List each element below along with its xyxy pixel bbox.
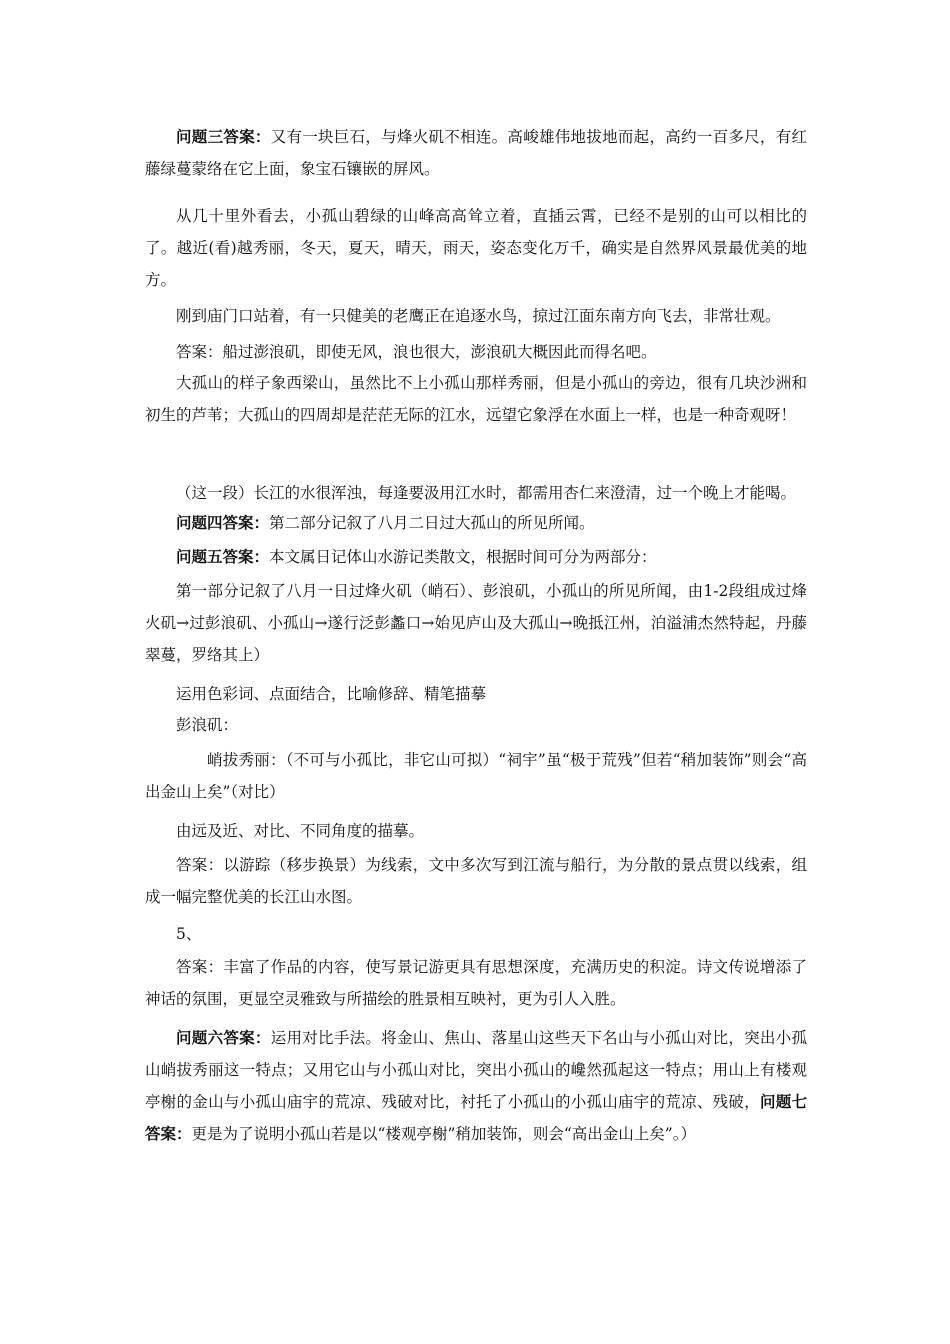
paragraph-penglang-label: 彭浪矶： [176, 716, 239, 734]
answer-5-text: 本文属日记体山水游记类散文，根据时间可分为两部分： [269, 548, 657, 566]
answer-6-text: 运用对比手法。将金山、焦山、落星山这些天下名山与小孤山对比，突出小孤山峭拔秀丽这一特点；又用它山与小孤山对比，突出小孤山的巉然孤起这一特点；用山上有楼观亭榭的金山与小孤山庙宇的荒凉、残破对比，衬托了小孤山的小孤山庙宇的荒凉、残破， [145, 1029, 807, 1111]
paragraph-enrich-answer: 答案：丰富了作品的内容，使写景记游更具有思想深度，充满历史的积淀。诗文传说增添了神话的氛围，更显空灵雅致与所描绘的胜景相互映衬，更为引人入胜。 [145, 958, 807, 1008]
paragraph-part-one: 第一部分记叙了八月一日过烽火矶（峭石）、彭浪矶，小孤山的所见所闻，由1-2段组成过烽火矶→过彭浪矶、小孤山→遂行泛彭蠡口→始见庐山及大孤山→晚抵江州，泊溢浦杰然特起，丹藤翠蔓，罗络其上） [145, 582, 807, 664]
paragraph-qiaoba: 峭拔秀丽：（不可与小孤比，非它山可拟）“祠宇”虽“极于荒残”但若“稍加装饰”则会“高出金山上矣”（对比） [145, 751, 807, 801]
paragraph-far-near: 由远及近、对比、不同角度的描摹。 [176, 822, 425, 840]
paragraph-answer-6 [145, 1022, 807, 1150]
paragraph-answer-5 [145, 541, 807, 573]
paragraph-answer-3 [145, 121, 807, 185]
paragraph-answer-4 [145, 507, 807, 539]
paragraph-dagu: 大孤山的样子象西梁山，虽然比不上小孤山那样秀丽，但是小孤山的旁边，很有几块沙洲和初生的芦苇；大孤山的四周却是茫茫无际的江水，远望它象浮在水面上一样，也是一种奇观呀！ [145, 374, 807, 424]
answer-3-label: 问题三答案： [176, 127, 271, 146]
paragraph-techniques: 运用色彩词、点面结合，比喻修辞、精笔描摹 [176, 685, 487, 703]
answer-7-label: 问题七答案： [145, 1092, 807, 1143]
paragraph-penglang-answer: 答案：船过澎浪矶，即使无风，浪也很大，澎浪矶大概因此而得名吧。 [176, 343, 657, 361]
answer-6-label: 问题六答案： [176, 1028, 271, 1047]
paragraph-river-water: （这一段）长江的水很浑浊，每逢要汲用江水时，都需用杏仁来澄清，过一个晚上才能喝。 [176, 484, 797, 502]
paragraph-eagle: 刚到庙门口站着，有一只健美的老鹰正在追逐水鸟，掠过江面东南方向飞去，非常壮观。 [176, 307, 781, 325]
answer-4-label: 问题四答案： [176, 513, 270, 532]
answer-5-label: 问题五答案： [176, 547, 270, 566]
paragraph-xiaogu-view: 从几十里外看去，小孤山碧绿的山峰高高耸立着，直插云霄，已经不是别的山可以相比的了。越近(看)越秀丽，冬天，夏天，晴天，雨天，姿态变化万千，确实是自然界风景最优美的地方。 [145, 207, 807, 289]
paragraph-clue-answer: 答案：以游踪（移步换景）为线索，文中多次写到江流与船行，为分散的景点贯以线索，组成一幅完整优美的长江山水图。 [145, 856, 807, 906]
answer-4-text: 第二部分记叙了八月二日过大孤山的所见所闻。 [269, 514, 595, 532]
answer-3-text: 又有一块巨石，与烽火矶不相连。高峻雄伟地拔地而起，高约一百多尺，有红藤绿蔓蒙络在它上面，象宝石镶嵌的屏风。 [145, 128, 807, 178]
paragraph-number-5: 5、 [176, 925, 202, 943]
answer-7-text: 更是为了说明小孤山若是以“楼观亭榭”稍加装饰，则会“高出金山上矣”。） [191, 1125, 696, 1143]
